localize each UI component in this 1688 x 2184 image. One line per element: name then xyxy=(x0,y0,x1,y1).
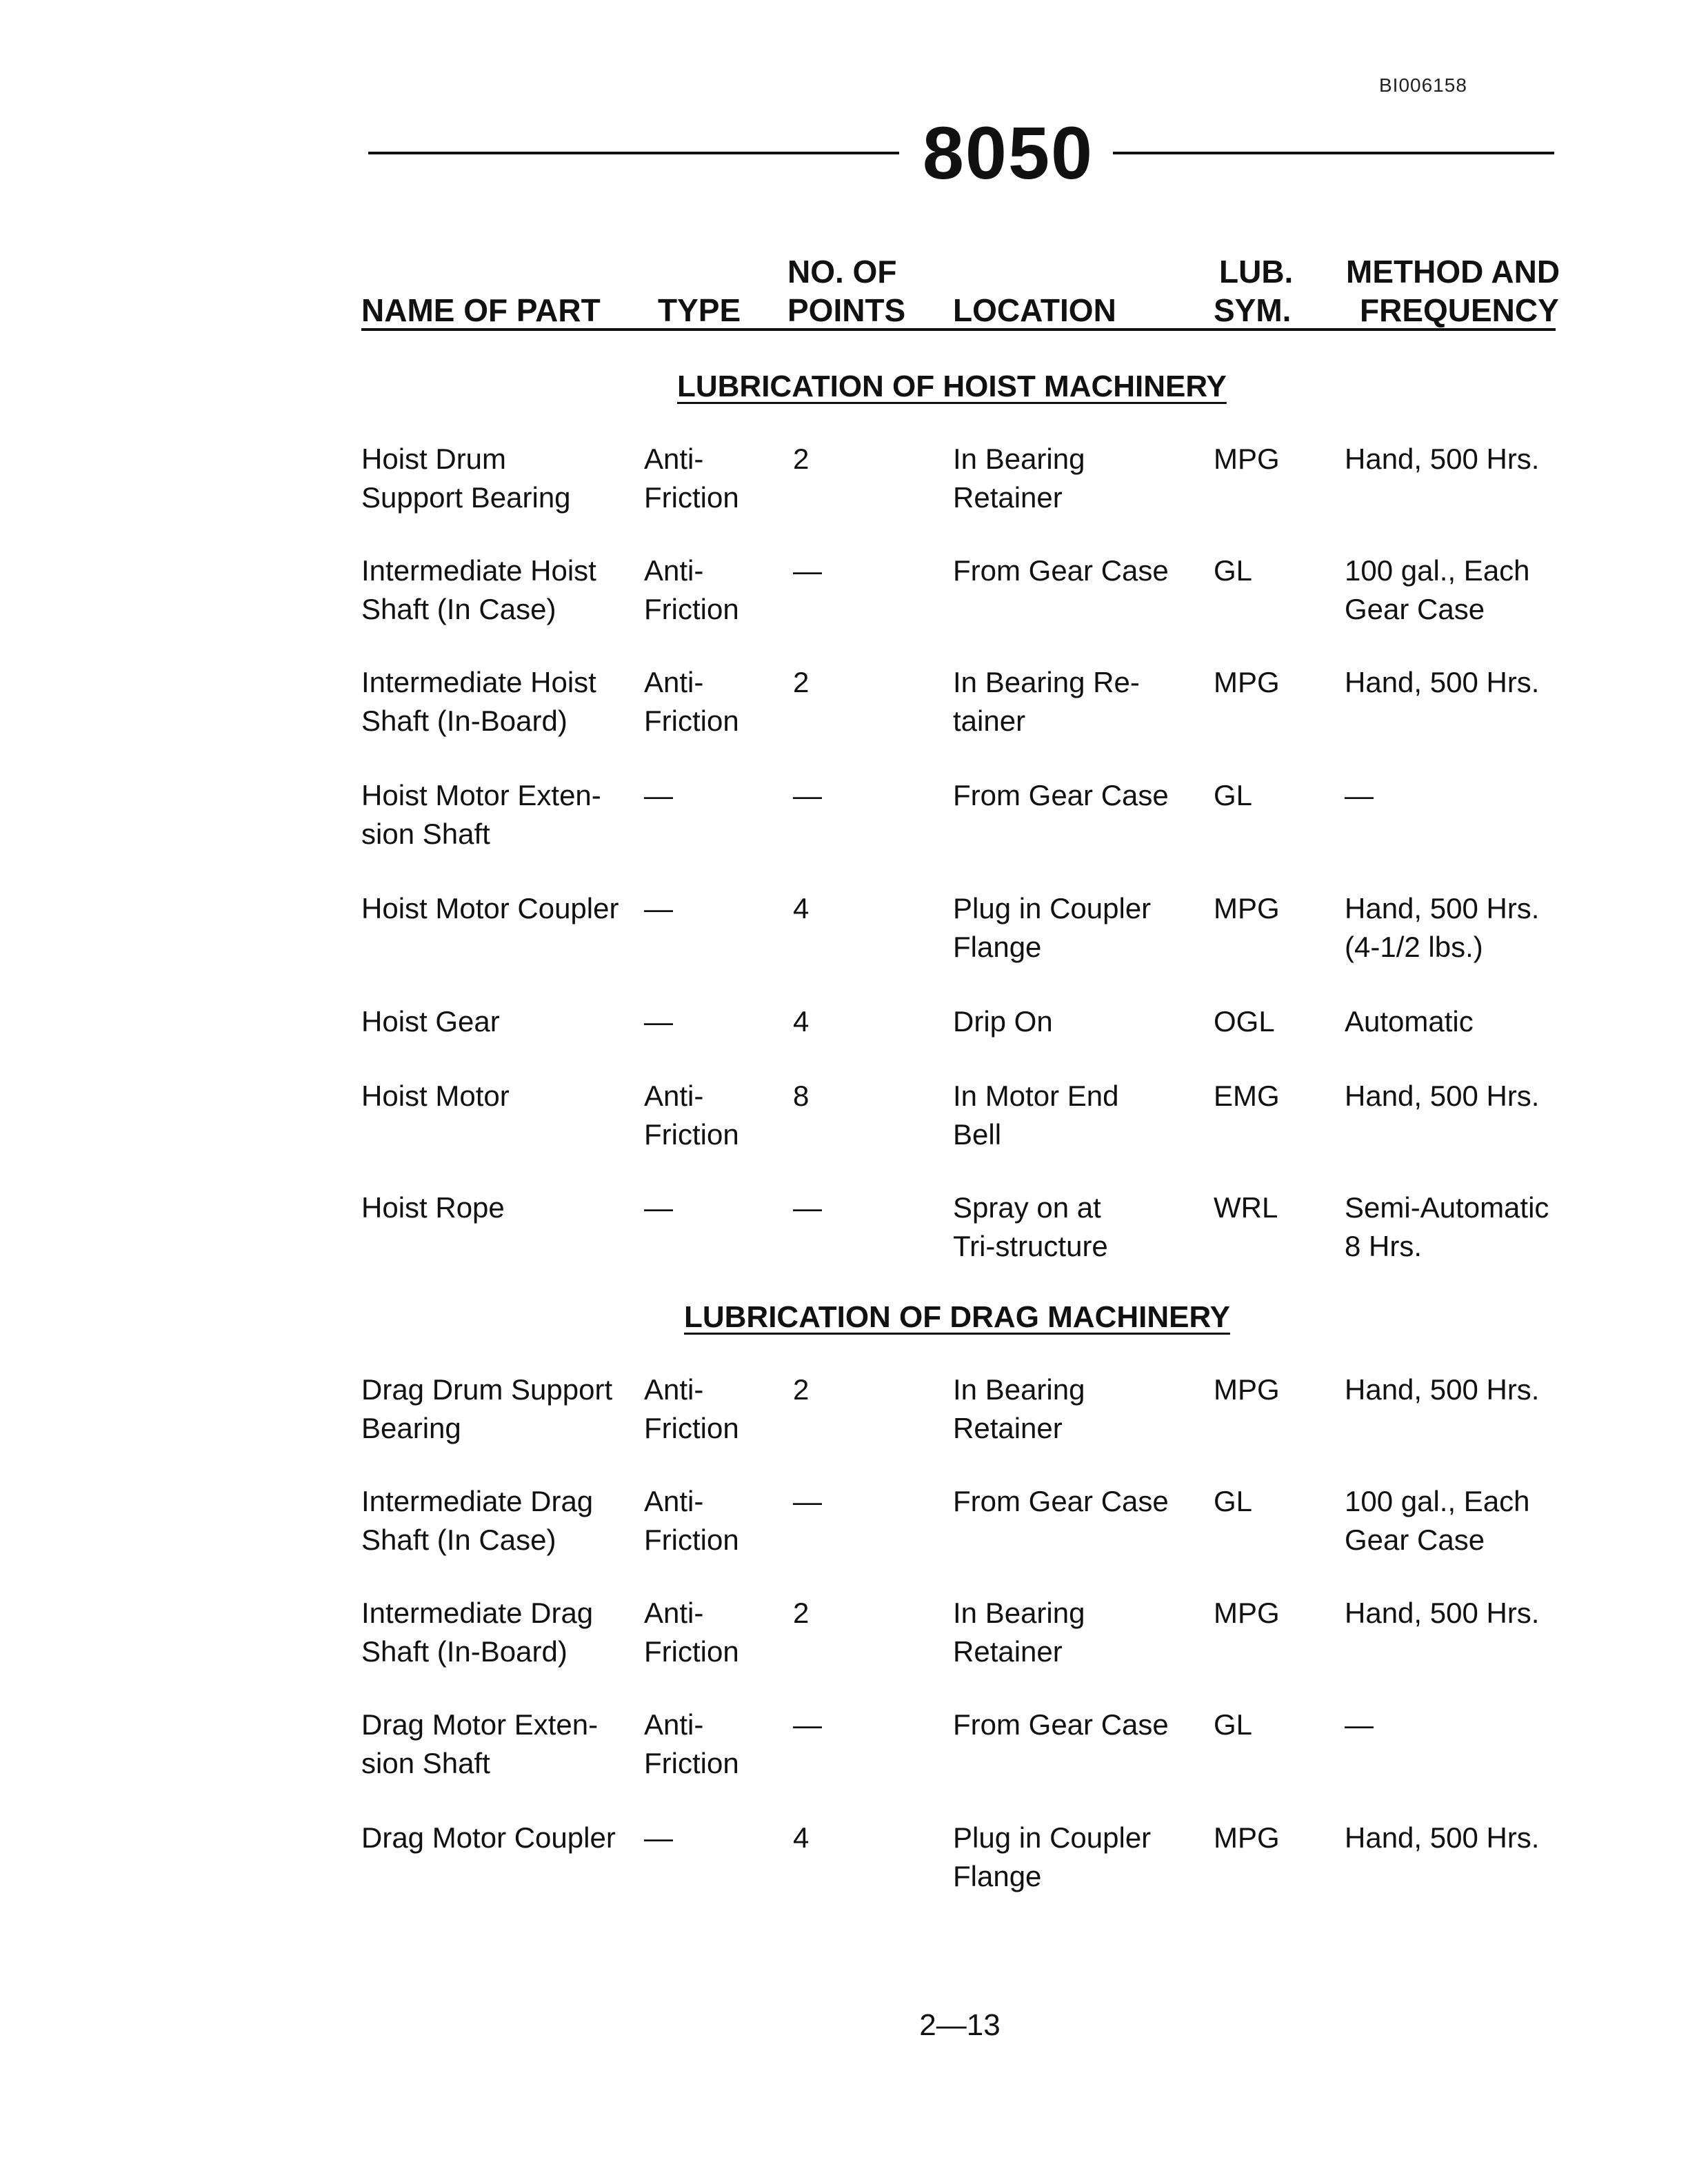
table-row xyxy=(0,1594,1688,1677)
lub-symbol-cell: GL xyxy=(1214,554,1253,587)
part-name-cell: Hoist Drum Support Bearing xyxy=(361,443,571,514)
page-number: 2—13 xyxy=(919,2008,1001,2042)
header-points-line2: POINTS xyxy=(787,292,906,328)
section-title-hoist: LUBRICATION OF HOIST MACHINERY xyxy=(677,370,1227,403)
points-count-cell: 4 xyxy=(793,1005,810,1038)
points-count-cell: 8 xyxy=(793,1080,810,1112)
part-name-cell: Drag Motor Exten- sion Shaft xyxy=(361,1708,599,1779)
location-cell: Plug in Coupler Flange xyxy=(953,1821,1152,1892)
header-name-of-part: NAME OF PART xyxy=(361,292,601,328)
lub-symbol-cell: MPG xyxy=(1214,892,1280,924)
table-row xyxy=(0,1077,1688,1160)
part-type-cell: — xyxy=(644,1821,673,1854)
location-cell: In Bearing Retainer xyxy=(953,443,1085,514)
header-method-line1: METHOD AND xyxy=(1346,254,1560,290)
part-type-cell: Anti- Friction xyxy=(644,1373,739,1444)
header-sym-line1: LUB. xyxy=(1219,254,1294,290)
part-type-cell: Anti- Friction xyxy=(644,443,739,514)
location-cell: In Bearing Retainer xyxy=(953,1373,1085,1444)
part-name-cell: Hoist Motor Exten- sion Shaft xyxy=(361,779,601,850)
header-points-line1: NO. OF xyxy=(787,254,897,290)
lub-symbol-cell: GL xyxy=(1214,779,1253,811)
lub-symbol-cell: OGL xyxy=(1214,1005,1275,1038)
lub-symbol-cell: MPG xyxy=(1214,1821,1280,1854)
part-name-cell: Intermediate Drag Shaft (In-Board) xyxy=(361,1597,594,1668)
location-cell: In Bearing Re- tainer xyxy=(953,666,1140,737)
method-frequency-cell: 100 gal., Each Gear Case xyxy=(1345,1485,1530,1556)
table-row xyxy=(0,1002,1688,1085)
table-row xyxy=(0,889,1688,972)
part-type-cell: Anti- Friction xyxy=(644,1708,739,1779)
location-cell: In Motor End Bell xyxy=(953,1080,1119,1151)
points-count-cell: 2 xyxy=(793,443,810,475)
method-frequency-cell: — xyxy=(1345,1708,1374,1741)
part-name-cell: Drag Drum Support Bearing xyxy=(361,1373,613,1444)
lub-symbol-cell: EMG xyxy=(1214,1080,1280,1112)
part-name-cell: Drag Motor Coupler xyxy=(361,1821,616,1854)
part-name-cell: Hoist Gear xyxy=(361,1005,500,1038)
part-type-cell: Anti- Friction xyxy=(644,1597,739,1668)
method-frequency-cell: Hand, 500 Hrs. xyxy=(1345,1821,1540,1854)
part-type-cell: Anti- Friction xyxy=(644,1080,739,1151)
part-name-cell: Intermediate Hoist Shaft (In Case) xyxy=(361,554,596,625)
table-row xyxy=(0,1371,1688,1453)
points-count-cell: — xyxy=(793,1485,822,1517)
part-type-cell: Anti- Friction xyxy=(644,666,739,737)
part-type-cell: Anti- Friction xyxy=(644,1485,739,1556)
location-cell: Drip On xyxy=(953,1005,1053,1038)
location-cell: In Bearing Retainer xyxy=(953,1597,1085,1668)
table-row xyxy=(0,1482,1688,1565)
points-count-cell: 2 xyxy=(793,1373,810,1406)
part-name-cell: Intermediate Hoist Shaft (In-Board) xyxy=(361,666,596,737)
lub-symbol-cell: MPG xyxy=(1214,1373,1280,1406)
page-title: 8050 xyxy=(922,111,1094,194)
location-cell: From Gear Case xyxy=(953,779,1169,811)
document-id: BI006158 xyxy=(1379,74,1467,96)
points-count-cell: 4 xyxy=(793,892,810,924)
location-cell: From Gear Case xyxy=(953,1708,1169,1741)
section-title-drag: LUBRICATION OF DRAG MACHINERY xyxy=(684,1300,1230,1334)
lub-symbol-cell: MPG xyxy=(1214,1597,1280,1629)
part-name-cell: Hoist Motor xyxy=(361,1080,510,1112)
table-row xyxy=(0,440,1688,523)
part-name-cell: Hoist Rope xyxy=(361,1191,505,1224)
method-frequency-cell: Semi-Automatic 8 Hrs. xyxy=(1345,1191,1549,1262)
part-type-cell: — xyxy=(644,892,673,924)
location-cell: From Gear Case xyxy=(953,554,1169,587)
lub-symbol-cell: MPG xyxy=(1214,443,1280,475)
method-frequency-cell: Automatic xyxy=(1345,1005,1474,1038)
method-frequency-cell: Hand, 500 Hrs. xyxy=(1345,1373,1540,1406)
location-cell: Spray on at Tri-structure xyxy=(953,1191,1108,1262)
part-type-cell: Anti- Friction xyxy=(644,554,739,625)
part-type-cell: — xyxy=(644,779,673,811)
table-row xyxy=(0,1819,1688,1901)
points-count-cell: — xyxy=(793,554,822,587)
points-count-cell: — xyxy=(793,1191,822,1224)
method-frequency-cell: — xyxy=(1345,779,1374,811)
header-type: TYPE xyxy=(658,292,741,328)
lub-symbol-cell: MPG xyxy=(1214,666,1280,698)
points-count-cell: 2 xyxy=(793,666,810,698)
table-row xyxy=(0,552,1688,634)
points-count-cell: — xyxy=(793,1708,822,1741)
points-count-cell: 2 xyxy=(793,1597,810,1629)
part-type-cell: — xyxy=(644,1191,673,1224)
part-name-cell: Intermediate Drag Shaft (In Case) xyxy=(361,1485,594,1556)
table-row xyxy=(0,663,1688,746)
header-sym-line2: SYM. xyxy=(1214,292,1292,328)
table-row xyxy=(0,776,1688,859)
table-row xyxy=(0,1189,1688,1271)
lub-symbol-cell: GL xyxy=(1214,1708,1253,1741)
lub-symbol-cell: WRL xyxy=(1214,1191,1278,1224)
table-row xyxy=(0,1706,1688,1788)
method-frequency-cell: Hand, 500 Hrs. xyxy=(1345,1080,1540,1112)
location-cell: Plug in Coupler Flange xyxy=(953,892,1152,963)
method-frequency-cell: Hand, 500 Hrs. xyxy=(1345,443,1540,475)
header-method-line2: FREQUENCY xyxy=(1360,292,1559,328)
part-name-cell: Hoist Motor Coupler xyxy=(361,892,619,924)
part-type-cell: — xyxy=(644,1005,673,1038)
location-cell: From Gear Case xyxy=(953,1485,1169,1517)
method-frequency-cell: Hand, 500 Hrs. xyxy=(1345,666,1540,698)
points-count-cell: — xyxy=(793,779,822,811)
header-location: LOCATION xyxy=(953,292,1116,328)
method-frequency-cell: Hand, 500 Hrs. (4-1/2 lbs.) xyxy=(1345,892,1540,963)
method-frequency-cell: Hand, 500 Hrs. xyxy=(1345,1597,1540,1629)
method-frequency-cell: 100 gal., Each Gear Case xyxy=(1345,554,1530,625)
points-count-cell: 4 xyxy=(793,1821,810,1854)
lub-symbol-cell: GL xyxy=(1214,1485,1253,1517)
